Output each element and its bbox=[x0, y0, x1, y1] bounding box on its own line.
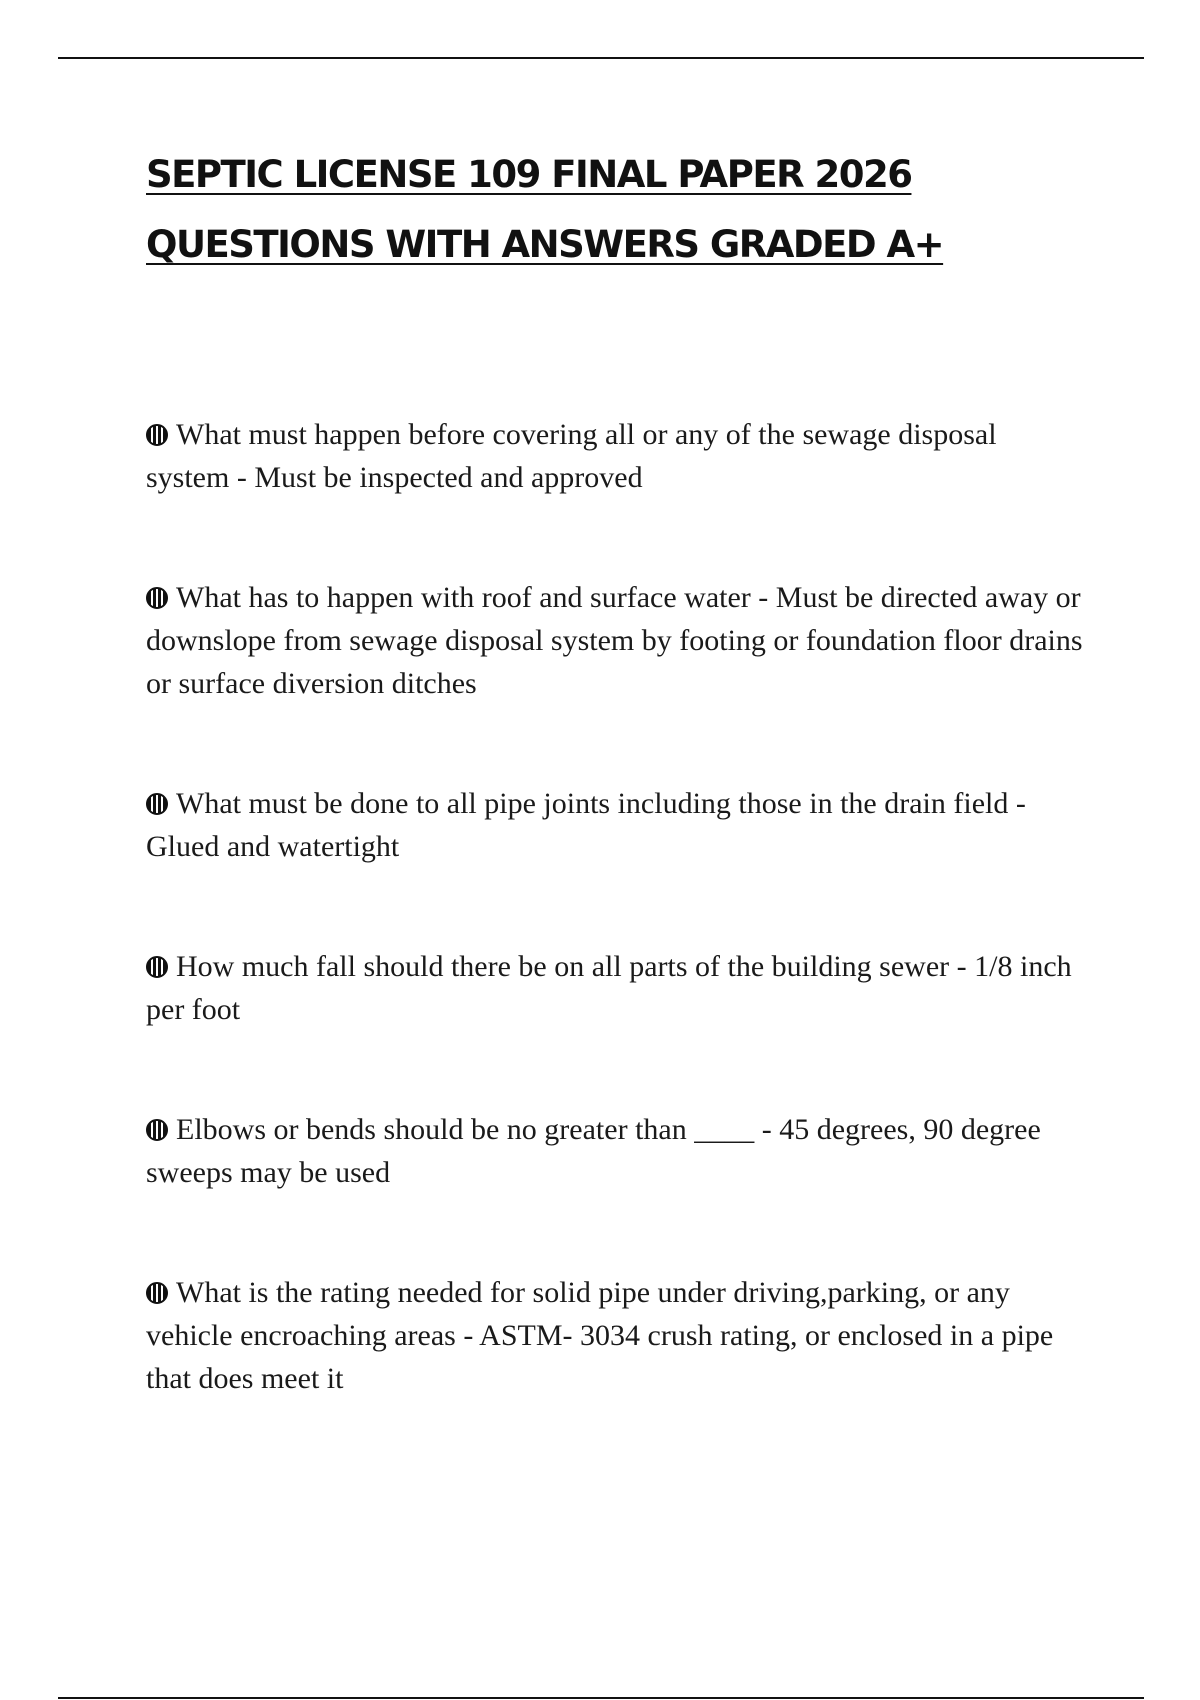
circled-bullet-icon bbox=[146, 956, 168, 978]
question-text: What must happen before covering all or any of the sewage disposal system bbox=[146, 418, 997, 494]
qa-separator: - bbox=[754, 1113, 780, 1146]
title-line-1: SEPTIC LICENSE 109 FINAL PAPER 2026 bbox=[146, 153, 912, 196]
question-answer-list bbox=[146, 413, 1086, 1400]
answer-text: 45 degrees, 90 degree sweeps may be used bbox=[146, 1113, 1041, 1189]
answer-text: Must be directed away or downslope from sewage disposal system by footing or foundation floor drains or surface diversion ditches bbox=[146, 581, 1083, 700]
circled-bullet-icon bbox=[146, 424, 168, 446]
qa-item bbox=[146, 1271, 1086, 1400]
bottom-rule bbox=[58, 1697, 1144, 1699]
answer-text: 1/8 inch per foot bbox=[146, 950, 1072, 1026]
circled-bullet-icon bbox=[146, 1282, 168, 1304]
circled-bullet-icon bbox=[146, 793, 168, 815]
qa-item bbox=[146, 782, 1086, 868]
qa-separator: - bbox=[1008, 787, 1026, 820]
qa-separator: - bbox=[455, 1319, 480, 1352]
document-title bbox=[146, 140, 1046, 280]
answer-text: Glued and watertight bbox=[146, 830, 400, 863]
qa-separator: - bbox=[750, 581, 776, 614]
qa-item bbox=[146, 576, 1086, 705]
qa-separator: - bbox=[229, 461, 255, 494]
top-rule bbox=[58, 57, 1144, 59]
answer-text: ASTM- 3034 crush rating, or enclosed in a pipe that does meet it bbox=[146, 1319, 1054, 1395]
circled-bullet-icon bbox=[146, 1119, 168, 1141]
qa-separator: - bbox=[949, 950, 975, 983]
question-text: Elbows or bends should be no greater than ____ bbox=[176, 1113, 755, 1146]
qa-item bbox=[146, 413, 1086, 499]
circled-bullet-icon bbox=[146, 587, 168, 609]
qa-item bbox=[146, 945, 1086, 1031]
question-text: What is the rating needed for solid pipe under driving,parking, or any vehicle encroaching areas bbox=[146, 1276, 1010, 1352]
question-text: How much fall should there be on all parts of the building sewer bbox=[176, 950, 950, 983]
qa-item bbox=[146, 1108, 1086, 1194]
answer-text: Must be inspected and approved bbox=[254, 461, 643, 494]
question-text: What must be done to all pipe joints including those in the drain field bbox=[176, 787, 1009, 820]
title-line-2: QUESTIONS WITH ANSWERS GRADED A+ bbox=[146, 223, 944, 266]
question-text: What has to happen with roof and surface water bbox=[176, 581, 751, 614]
